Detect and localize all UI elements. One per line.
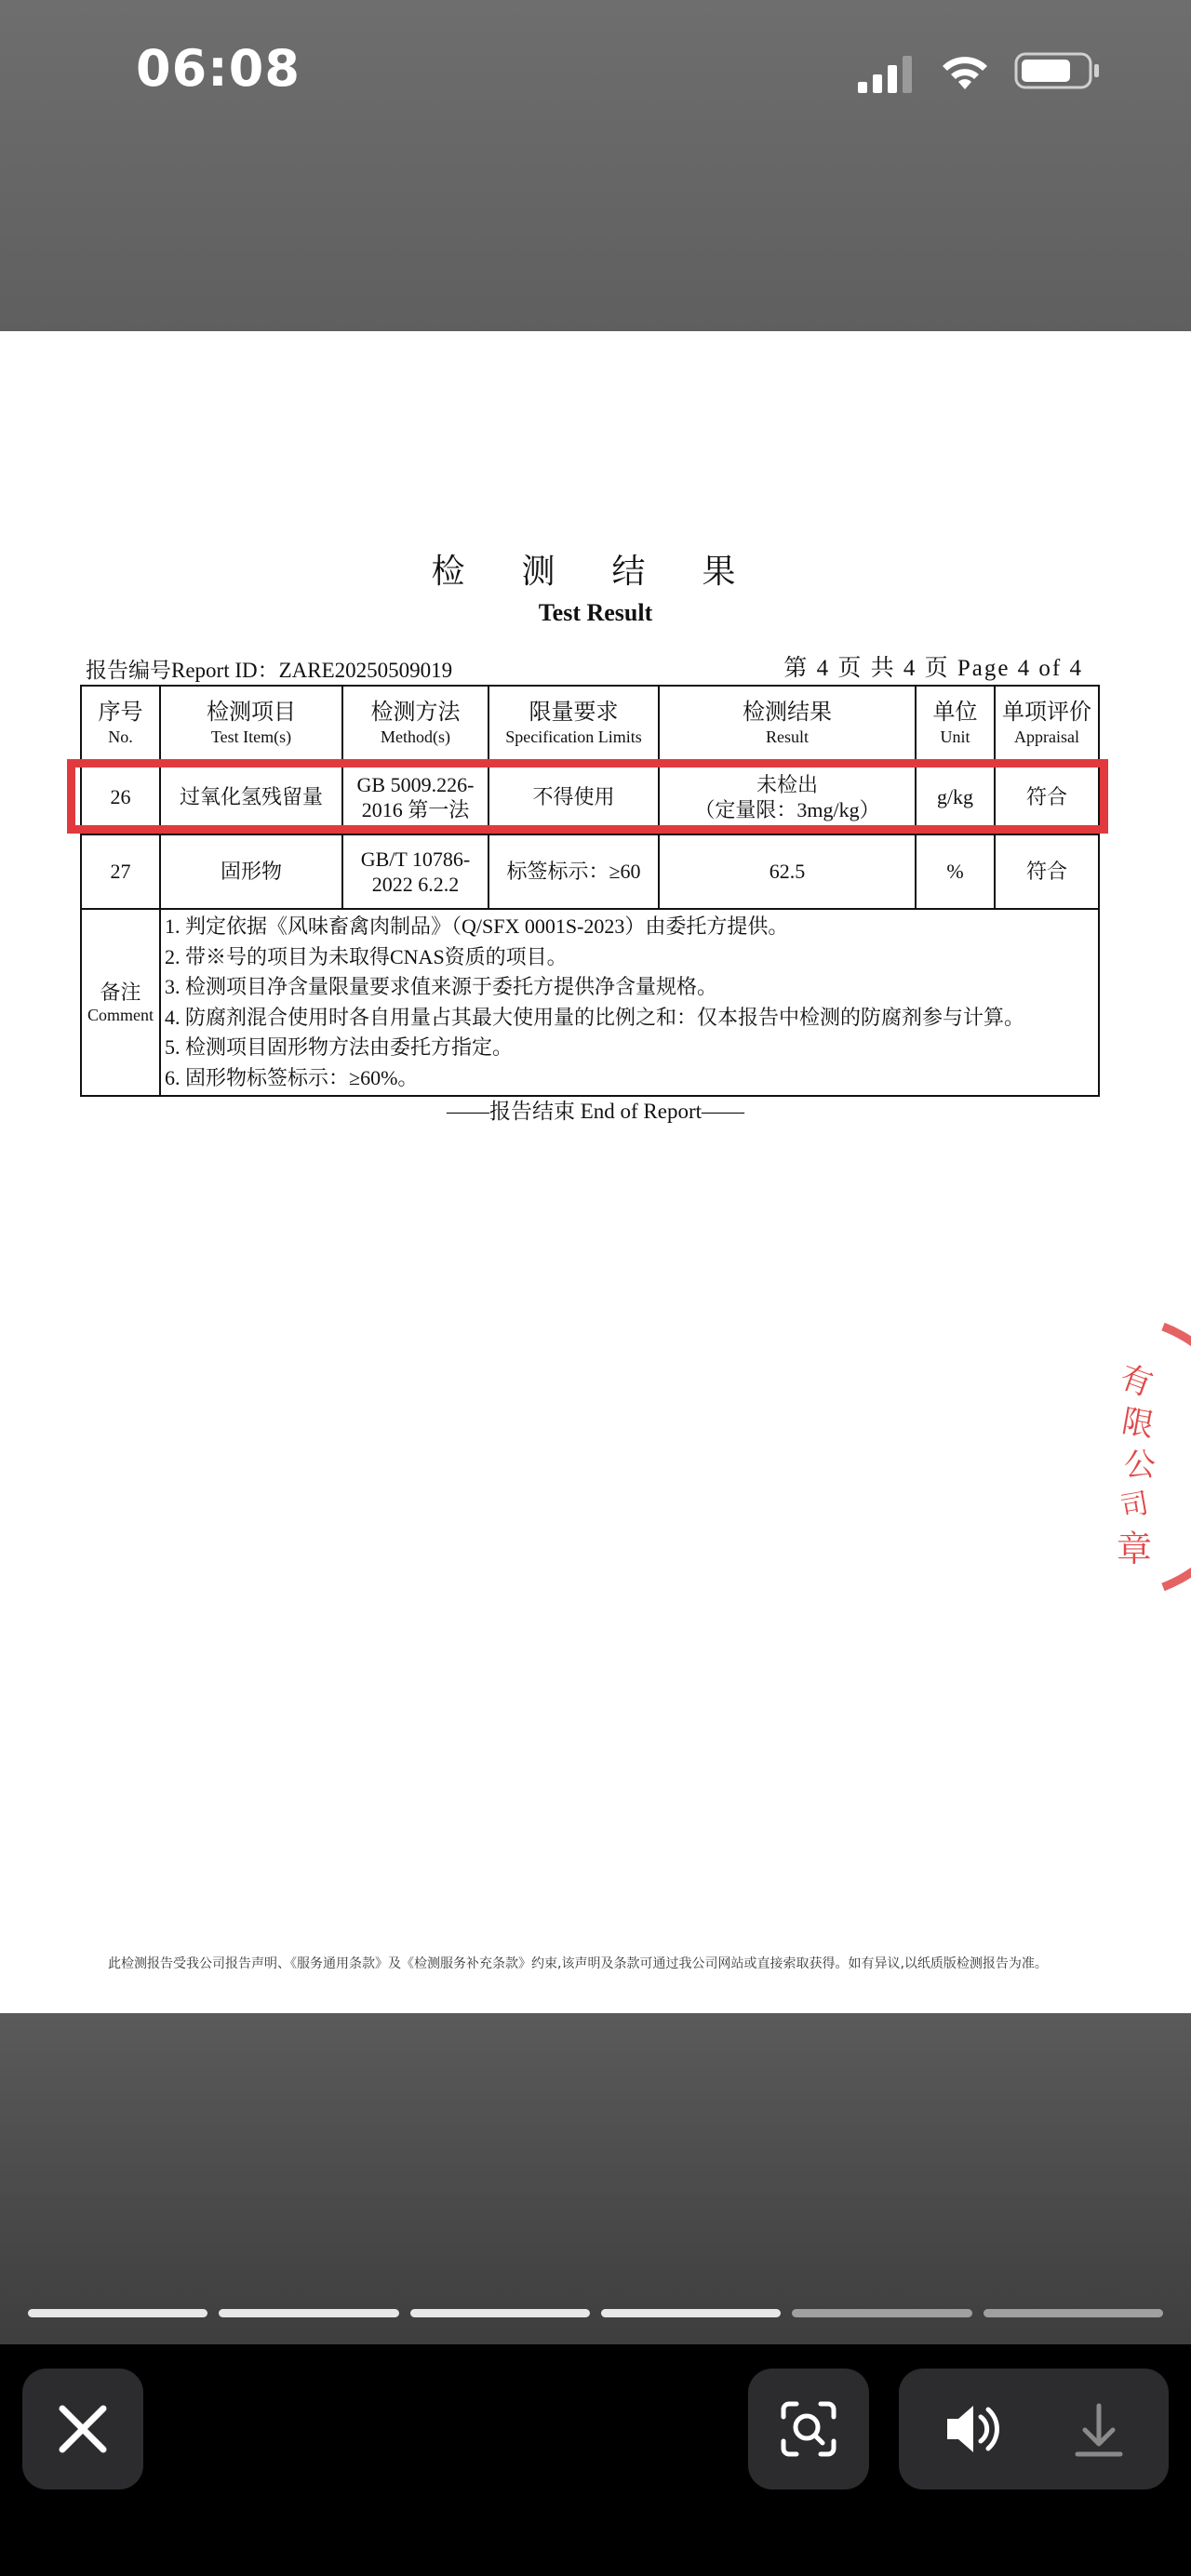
cell-appraisal: 符合	[995, 834, 1099, 909]
cell-no: 27	[81, 834, 160, 909]
bottom-toolbar	[0, 2344, 1191, 2576]
report-page	[0, 331, 1191, 2013]
comment-item: 4. 防腐剂混合使用时各自用量占其最大使用量的比例之和：仅本报告中检测的防腐剂参与计算。	[165, 1005, 1025, 1029]
cell-appraisal: 符合	[995, 760, 1099, 834]
cell-method: GB 5009.226- 2016 第一法	[342, 760, 488, 834]
cell-result: 62.5	[659, 834, 916, 909]
comment-item: 1. 判定依据《风味畜禽肉制品》（Q/SFX 0001S-2023）由委托方提供。	[165, 914, 789, 938]
wifi-icon	[938, 50, 992, 93]
header-item: 检测项目 Test Item(s)	[160, 686, 342, 760]
progress-segment	[28, 2309, 207, 2317]
cell-unit: g/kg	[916, 760, 995, 834]
bottom-backdrop	[0, 2013, 1191, 2344]
report-title-en: Test Result	[538, 599, 653, 626]
comment-list	[160, 909, 1099, 1096]
cell-no: 26	[81, 760, 160, 834]
comment-item: 2. 带※号的项目为未取得CNAS资质的项目。	[165, 944, 568, 968]
progress-segment	[410, 2309, 590, 2317]
cell-item: 固形物	[160, 834, 342, 909]
result-table	[80, 685, 1100, 1097]
cellular-signal-icon	[856, 52, 921, 95]
close-button[interactable]	[22, 2369, 143, 2489]
svg-text:章: 章	[1117, 1528, 1153, 1569]
story-progress	[28, 2309, 1163, 2317]
battery-icon	[1014, 52, 1102, 89]
cell-unit: %	[916, 834, 995, 909]
comment-item: 5. 检测项目固形物方法由委托方指定。	[165, 1035, 514, 1059]
progress-segment	[219, 2309, 398, 2317]
status-time: 06:08	[136, 39, 301, 98]
scan-text-button[interactable]	[748, 2369, 869, 2489]
header-appraisal: 单项评价 Appraisal	[995, 686, 1099, 760]
highlight-box	[67, 759, 1108, 834]
report-title-cn: 检 测 结 果	[431, 553, 760, 590]
cell-item: 过氧化氢残留量	[160, 760, 342, 834]
cell-result: 未检出 （定量限：3mg/kg）	[659, 760, 916, 834]
header-no: 序号 No.	[81, 686, 160, 760]
progress-segment	[601, 2309, 781, 2317]
cell-limit: 标签标示：≥60	[488, 834, 659, 909]
page-info: 第 4 页 共 4 页 Page 4 of 4	[783, 656, 1083, 681]
progress-segment	[792, 2309, 971, 2317]
progress-segment	[984, 2309, 1163, 2317]
comment-row	[81, 909, 1099, 1096]
svg-text:限: 限	[1118, 1402, 1158, 1445]
media-controls	[899, 2369, 1169, 2489]
header-limit: 限量要求 Specification Limits	[488, 686, 659, 760]
volume-icon[interactable]	[908, 2369, 1029, 2489]
comment-label: 备注 Comment	[81, 909, 160, 1096]
end-of-report: ——报告结束 End of Report——	[446, 1100, 745, 1123]
table-row	[81, 834, 1099, 909]
comment-item: 6. 固形物标签标示：≥60%。	[165, 1065, 419, 1089]
header-unit: 单位 Unit	[916, 686, 995, 760]
download-icon[interactable]	[1038, 2369, 1159, 2489]
svg-text:有: 有	[1115, 1358, 1158, 1405]
footer-disclaimer: 此检测报告受我公司报告声明、《服务通用条款》及《检测服务补充条款》约束,该声明及条款可通过我公司网站或直接索取获得。如有异议,以纸质版检测报告为准。	[108, 1956, 1048, 1971]
svg-text:公: 公	[1124, 1447, 1156, 1484]
cell-method: GB/T 10786- 2022 6.2.2	[342, 834, 488, 909]
close-icon	[22, 2369, 143, 2489]
cell-limit: 不得使用	[488, 760, 659, 834]
table-header-row	[81, 686, 1099, 760]
top-backdrop	[0, 0, 1191, 331]
company-seal	[1107, 1317, 1191, 1596]
scan-text-icon	[748, 2369, 869, 2489]
report-id: 报告编号Report ID：ZARE20250509019	[86, 659, 453, 682]
header-method: 检测方法 Method(s)	[342, 686, 488, 760]
svg-text:司: 司	[1117, 1487, 1152, 1525]
comment-item: 3. 检测项目净含量限量要求值来源于委托方提供净含量规格。	[165, 975, 718, 998]
header-result: 检测结果 Result	[659, 686, 916, 760]
